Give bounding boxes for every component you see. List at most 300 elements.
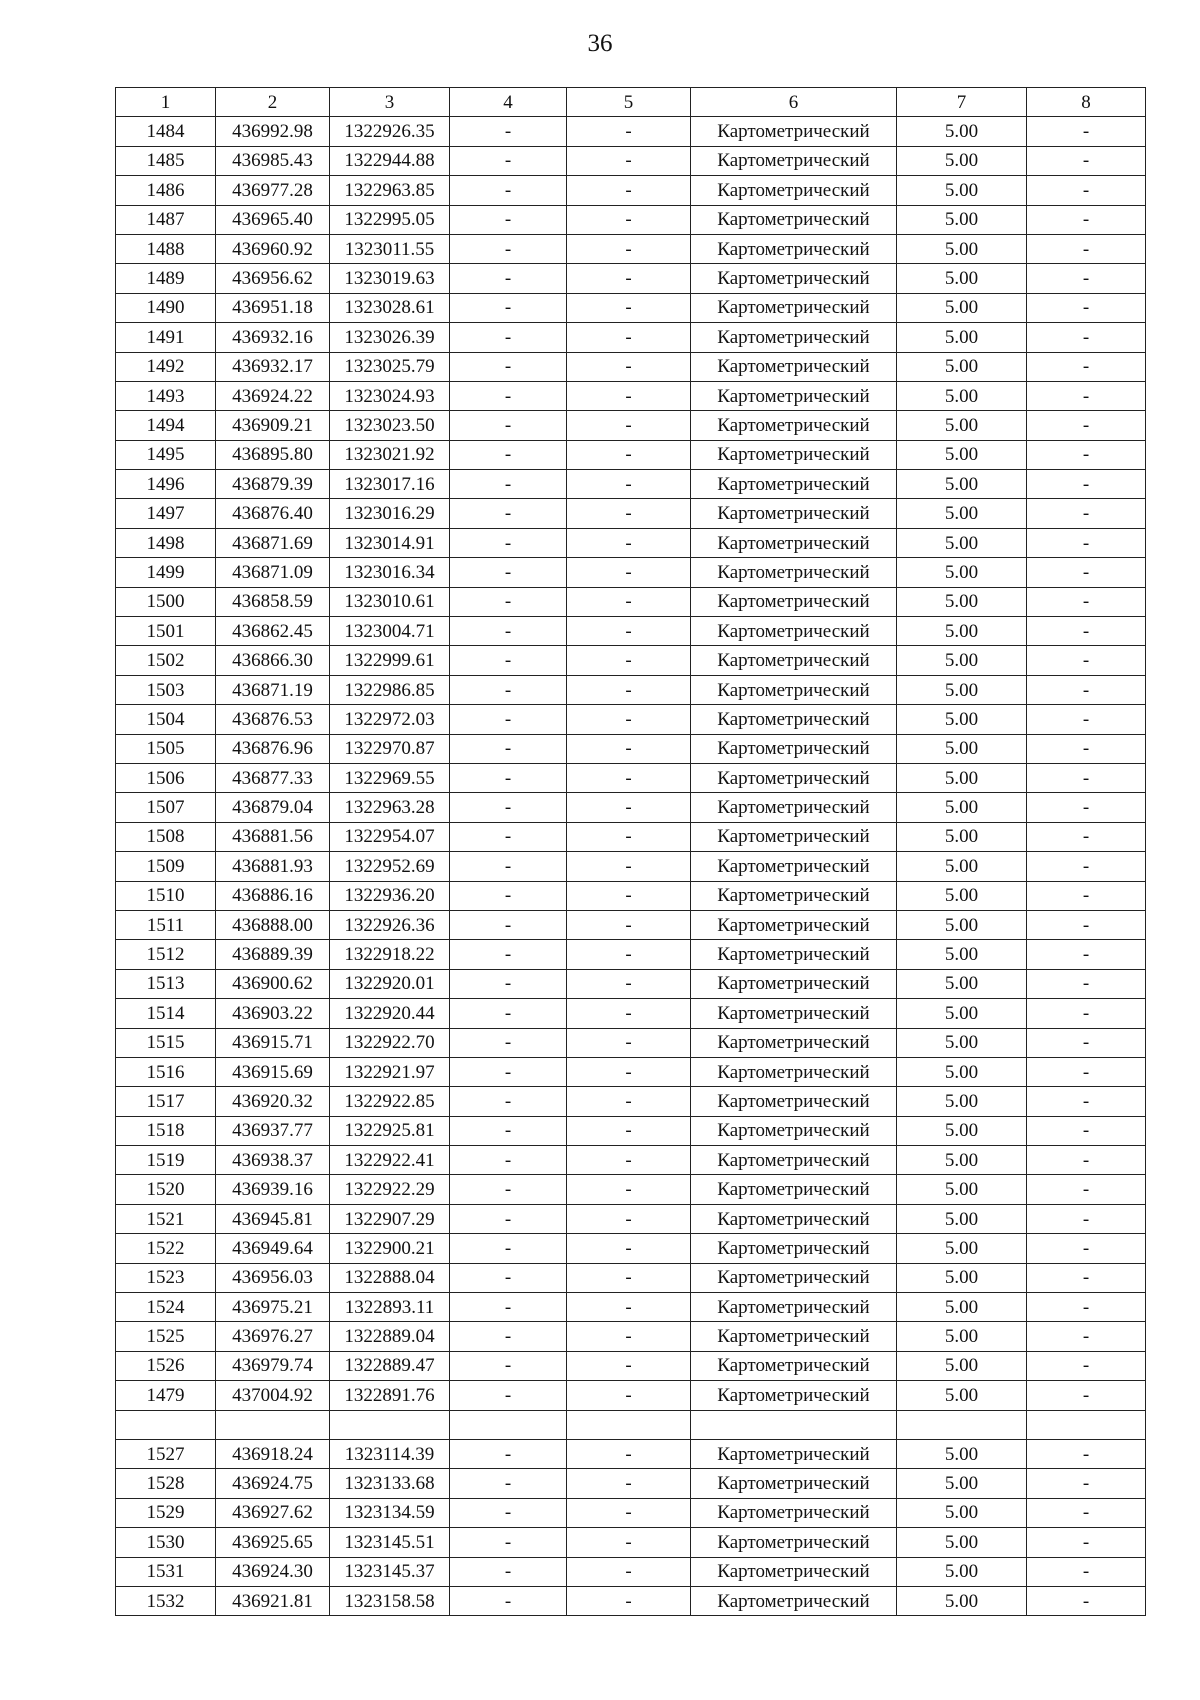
coordinates-table (115, 87, 1146, 1616)
cell-coord-x: 436903.22 (216, 999, 330, 1028)
table-row (116, 1586, 1146, 1615)
cell-col-5: - (567, 1439, 691, 1468)
cell-coord-x: 437004.92 (216, 1381, 330, 1410)
cell-col-5: - (567, 1586, 691, 1615)
cell-col-4: - (450, 763, 567, 792)
cell-col-8: - (1027, 587, 1146, 616)
cell-accuracy: 5.00 (897, 558, 1027, 587)
table-row (116, 1204, 1146, 1233)
cell-accuracy: 5.00 (897, 1116, 1027, 1145)
cell-method: Картометрический (691, 352, 897, 381)
table-row (116, 1528, 1146, 1557)
cell-method: Картометрический (691, 587, 897, 616)
cell-method: Картометрический (691, 1469, 897, 1498)
cell-accuracy: 5.00 (897, 999, 1027, 1028)
cell-coord-y: 1323026.39 (330, 323, 450, 352)
cell-col-5: - (567, 264, 691, 293)
cell-coord-x: 436956.03 (216, 1263, 330, 1292)
cell-coord-y: 1322918.22 (330, 940, 450, 969)
cell-accuracy: 5.00 (897, 1028, 1027, 1057)
cell-coord-x: 436937.77 (216, 1116, 330, 1145)
cell-coord-y (330, 1410, 450, 1439)
cell-col-8 (1027, 1410, 1146, 1439)
cell-point-number: 1531 (116, 1557, 216, 1586)
cell-accuracy: 5.00 (897, 881, 1027, 910)
cell-method: Картометрический (691, 323, 897, 352)
cell-col-8: - (1027, 646, 1146, 675)
cell-point-number: 1503 (116, 675, 216, 704)
table-row (116, 499, 1146, 528)
cell-col-8: - (1027, 675, 1146, 704)
cell-accuracy: 5.00 (897, 1498, 1027, 1527)
cell-point-number: 1511 (116, 910, 216, 939)
cell-point-number: 1528 (116, 1469, 216, 1498)
cell-coord-y: 1323017.16 (330, 470, 450, 499)
cell-method (691, 1410, 897, 1439)
cell-method: Картометрический (691, 1351, 897, 1380)
cell-coord-x: 436925.65 (216, 1528, 330, 1557)
cell-method: Картометрический (691, 852, 897, 881)
cell-method: Картометрический (691, 1528, 897, 1557)
cell-point-number: 1501 (116, 617, 216, 646)
cell-coord-y: 1323145.51 (330, 1528, 450, 1557)
cell-col-8: - (1027, 264, 1146, 293)
table-row (116, 411, 1146, 440)
cell-accuracy: 5.00 (897, 381, 1027, 410)
cell-col-4: - (450, 293, 567, 322)
cell-col-8: - (1027, 293, 1146, 322)
cell-coord-x: 436924.22 (216, 381, 330, 410)
cell-method: Картометрический (691, 969, 897, 998)
table-row (116, 646, 1146, 675)
table-row (116, 822, 1146, 851)
cell-point-number: 1514 (116, 999, 216, 1028)
cell-method: Картометрический (691, 1586, 897, 1615)
cell-col-8: - (1027, 381, 1146, 410)
cell-method: Картометрический (691, 146, 897, 175)
cell-col-8: - (1027, 1528, 1146, 1557)
cell-col-5: - (567, 1557, 691, 1586)
cell-accuracy: 5.00 (897, 910, 1027, 939)
cell-coord-x: 436939.16 (216, 1175, 330, 1204)
cell-coord-y: 1323145.37 (330, 1557, 450, 1586)
cell-accuracy: 5.00 (897, 528, 1027, 557)
cell-col-4: - (450, 381, 567, 410)
cell-coord-y: 1322952.69 (330, 852, 450, 881)
cell-accuracy: 5.00 (897, 146, 1027, 175)
cell-method: Картометрический (691, 528, 897, 557)
cell-coord-x: 436992.98 (216, 117, 330, 146)
cell-col-4: - (450, 411, 567, 440)
cell-method: Картометрический (691, 1234, 897, 1263)
cell-col-4: - (450, 1586, 567, 1615)
cell-col-8: - (1027, 499, 1146, 528)
cell-col-5: - (567, 146, 691, 175)
cell-point-number: 1486 (116, 176, 216, 205)
table-row (116, 176, 1146, 205)
cell-method: Картометрический (691, 1028, 897, 1057)
cell-accuracy: 5.00 (897, 352, 1027, 381)
cell-accuracy: 5.00 (897, 1469, 1027, 1498)
cell-coord-y: 1322936.20 (330, 881, 450, 910)
column-header-5: 5 (567, 88, 691, 117)
cell-coord-y: 1323133.68 (330, 1469, 450, 1498)
cell-coord-y: 1323004.71 (330, 617, 450, 646)
table-row (116, 117, 1146, 146)
table-row (116, 587, 1146, 616)
cell-coord-y: 1323028.61 (330, 293, 450, 322)
cell-coord-y: 1322922.29 (330, 1175, 450, 1204)
cell-col-5: - (567, 323, 691, 352)
cell-col-8: - (1027, 176, 1146, 205)
cell-coord-y: 1322922.85 (330, 1087, 450, 1116)
cell-col-8: - (1027, 1028, 1146, 1057)
cell-accuracy: 5.00 (897, 969, 1027, 998)
cell-point-number: 1495 (116, 440, 216, 469)
cell-col-4: - (450, 1293, 567, 1322)
cell-coord-x: 436915.69 (216, 1057, 330, 1086)
cell-col-5: - (567, 617, 691, 646)
cell-accuracy: 5.00 (897, 1381, 1027, 1410)
cell-col-8: - (1027, 1586, 1146, 1615)
cell-method: Картометрический (691, 499, 897, 528)
cell-method: Картометрический (691, 1057, 897, 1086)
column-header-7: 7 (897, 88, 1027, 117)
table-row (116, 617, 1146, 646)
table-row (116, 352, 1146, 381)
cell-point-number: 1509 (116, 852, 216, 881)
cell-col-4: - (450, 264, 567, 293)
cell-col-8: - (1027, 1234, 1146, 1263)
cell-point-number: 1499 (116, 558, 216, 587)
cell-coord-y: 1322893.11 (330, 1293, 450, 1322)
cell-col-5: - (567, 969, 691, 998)
table-row (116, 793, 1146, 822)
cell-point-number: 1485 (116, 146, 216, 175)
cell-col-5: - (567, 1087, 691, 1116)
cell-coord-x: 436879.39 (216, 470, 330, 499)
cell-col-5: - (567, 440, 691, 469)
cell-coord-y: 1322922.41 (330, 1146, 450, 1175)
cell-point-number: 1489 (116, 264, 216, 293)
cell-accuracy: 5.00 (897, 1057, 1027, 1086)
cell-col-4: - (450, 1469, 567, 1498)
cell-coord-y: 1322922.70 (330, 1028, 450, 1057)
cell-col-8: - (1027, 1175, 1146, 1204)
cell-col-5: - (567, 1116, 691, 1145)
cell-col-8: - (1027, 705, 1146, 734)
cell-accuracy: 5.00 (897, 1175, 1027, 1204)
cell-col-5: - (567, 881, 691, 910)
cell-coord-x: 436927.62 (216, 1498, 330, 1527)
cell-method: Картометрический (691, 999, 897, 1028)
cell-col-4: - (450, 528, 567, 557)
cell-col-4: - (450, 587, 567, 616)
cell-point-number: 1491 (116, 323, 216, 352)
cell-coord-x: 436895.80 (216, 440, 330, 469)
cell-accuracy: 5.00 (897, 1557, 1027, 1586)
cell-col-4: - (450, 705, 567, 734)
cell-method: Картометрический (691, 1175, 897, 1204)
cell-accuracy: 5.00 (897, 1234, 1027, 1263)
cell-accuracy: 5.00 (897, 852, 1027, 881)
cell-method: Картометрический (691, 734, 897, 763)
cell-point-number: 1532 (116, 1586, 216, 1615)
cell-coord-y: 1322972.03 (330, 705, 450, 734)
cell-coord-x: 436976.27 (216, 1322, 330, 1351)
cell-col-4: - (450, 1528, 567, 1557)
cell-col-4: - (450, 1381, 567, 1410)
cell-point-number: 1513 (116, 969, 216, 998)
cell-col-4: - (450, 1175, 567, 1204)
table-row (116, 1087, 1146, 1116)
cell-point-number: 1525 (116, 1322, 216, 1351)
cell-accuracy: 5.00 (897, 323, 1027, 352)
cell-col-5: - (567, 793, 691, 822)
cell-col-4: - (450, 323, 567, 352)
cell-col-5: - (567, 1528, 691, 1557)
cell-col-8: - (1027, 323, 1146, 352)
cell-accuracy: 5.00 (897, 176, 1027, 205)
cell-col-5: - (567, 1028, 691, 1057)
cell-col-5: - (567, 1498, 691, 1527)
cell-col-5: - (567, 852, 691, 881)
cell-method: Картометрический (691, 1087, 897, 1116)
cell-method: Картометрический (691, 646, 897, 675)
cell-coord-x: 436871.69 (216, 528, 330, 557)
cell-accuracy: 5.00 (897, 763, 1027, 792)
cell-col-5: - (567, 763, 691, 792)
cell-coord-x: 436909.21 (216, 411, 330, 440)
column-header-1: 1 (116, 88, 216, 117)
cell-col-5: - (567, 822, 691, 851)
cell-col-4: - (450, 1087, 567, 1116)
cell-accuracy: 5.00 (897, 411, 1027, 440)
cell-coord-x: 436871.19 (216, 675, 330, 704)
cell-col-4: - (450, 470, 567, 499)
cell-col-4: - (450, 734, 567, 763)
cell-col-4: - (450, 617, 567, 646)
cell-coord-x: 436932.17 (216, 352, 330, 381)
cell-col-8: - (1027, 1381, 1146, 1410)
column-header-3: 3 (330, 88, 450, 117)
cell-accuracy: 5.00 (897, 499, 1027, 528)
column-header-4: 4 (450, 88, 567, 117)
cell-col-5 (567, 1410, 691, 1439)
column-header-2: 2 (216, 88, 330, 117)
cell-col-5: - (567, 1234, 691, 1263)
cell-col-5: - (567, 411, 691, 440)
cell-col-8: - (1027, 1351, 1146, 1380)
cell-method: Картометрический (691, 1263, 897, 1292)
cell-method: Картометрический (691, 1381, 897, 1410)
cell-coord-y: 1322986.85 (330, 675, 450, 704)
table-row (116, 323, 1146, 352)
cell-accuracy: 5.00 (897, 117, 1027, 146)
cell-method: Картометрический (691, 234, 897, 263)
cell-accuracy: 5.00 (897, 1263, 1027, 1292)
cell-col-5: - (567, 470, 691, 499)
cell-method: Картометрический (691, 264, 897, 293)
cell-col-8: - (1027, 1204, 1146, 1233)
cell-coord-x: 436920.32 (216, 1087, 330, 1116)
table-row (116, 881, 1146, 910)
cell-col-5: - (567, 293, 691, 322)
cell-col-8: - (1027, 1087, 1146, 1116)
table-row (116, 969, 1146, 998)
cell-col-4: - (450, 234, 567, 263)
cell-coord-y: 1323014.91 (330, 528, 450, 557)
table-row (116, 293, 1146, 322)
cell-coord-x: 436985.43 (216, 146, 330, 175)
cell-coord-y: 1323010.61 (330, 587, 450, 616)
table-row (116, 146, 1146, 175)
cell-point-number: 1526 (116, 1351, 216, 1380)
cell-coord-y: 1322900.21 (330, 1234, 450, 1263)
cell-col-5: - (567, 910, 691, 939)
cell-col-8: - (1027, 234, 1146, 263)
table-row (116, 1146, 1146, 1175)
cell-col-4: - (450, 999, 567, 1028)
cell-coord-x: 436921.81 (216, 1586, 330, 1615)
cell-coord-y: 1322920.44 (330, 999, 450, 1028)
cell-col-4: - (450, 1263, 567, 1292)
table-row (116, 1439, 1146, 1468)
cell-col-4: - (450, 910, 567, 939)
cell-col-8: - (1027, 1439, 1146, 1468)
table-row (116, 734, 1146, 763)
cell-accuracy: 5.00 (897, 234, 1027, 263)
cell-coord-x: 436945.81 (216, 1204, 330, 1233)
cell-method: Картометрический (691, 1204, 897, 1233)
column-header-8: 8 (1027, 88, 1146, 117)
cell-point-number (116, 1410, 216, 1439)
cell-coord-x: 436949.64 (216, 1234, 330, 1263)
cell-coord-y: 1323114.39 (330, 1439, 450, 1468)
cell-col-8: - (1027, 734, 1146, 763)
cell-col-8: - (1027, 1469, 1146, 1498)
cell-accuracy: 5.00 (897, 1586, 1027, 1615)
cell-coord-x: 436888.00 (216, 910, 330, 939)
cell-method: Картометрический (691, 1322, 897, 1351)
cell-col-5: - (567, 1057, 691, 1086)
cell-coord-y: 1322954.07 (330, 822, 450, 851)
column-header-6: 6 (691, 88, 897, 117)
cell-coord-y: 1323016.29 (330, 499, 450, 528)
cell-method: Картометрический (691, 440, 897, 469)
cell-coord-x: 436965.40 (216, 205, 330, 234)
cell-col-4: - (450, 1146, 567, 1175)
cell-col-8: - (1027, 1322, 1146, 1351)
cell-col-8: - (1027, 881, 1146, 910)
cell-point-number: 1518 (116, 1116, 216, 1145)
cell-method: Картометрический (691, 910, 897, 939)
table-row (116, 1234, 1146, 1263)
cell-point-number: 1516 (116, 1057, 216, 1086)
table-row (116, 381, 1146, 410)
cell-method: Картометрический (691, 176, 897, 205)
cell-point-number: 1490 (116, 293, 216, 322)
cell-col-8: - (1027, 1057, 1146, 1086)
table-row (116, 999, 1146, 1028)
cell-coord-y: 1322963.28 (330, 793, 450, 822)
cell-col-4: - (450, 146, 567, 175)
table-row (116, 940, 1146, 969)
cell-coord-x: 436881.93 (216, 852, 330, 881)
cell-point-number: 1505 (116, 734, 216, 763)
cell-point-number: 1504 (116, 705, 216, 734)
cell-col-8: - (1027, 969, 1146, 998)
table-row (116, 1557, 1146, 1586)
cell-coord-y: 1322995.05 (330, 205, 450, 234)
cell-col-8: - (1027, 1263, 1146, 1292)
cell-accuracy: 5.00 (897, 617, 1027, 646)
cell-point-number: 1512 (116, 940, 216, 969)
table-row (116, 528, 1146, 557)
cell-coord-y: 1322920.01 (330, 969, 450, 998)
cell-coord-y: 1323016.34 (330, 558, 450, 587)
cell-col-8: - (1027, 1557, 1146, 1586)
cell-col-8: - (1027, 822, 1146, 851)
cell-method: Картометрический (691, 1498, 897, 1527)
cell-col-4: - (450, 558, 567, 587)
cell-col-4: - (450, 1439, 567, 1468)
cell-col-5: - (567, 558, 691, 587)
cell-accuracy: 5.00 (897, 705, 1027, 734)
cell-accuracy: 5.00 (897, 1528, 1027, 1557)
cell-col-8: - (1027, 793, 1146, 822)
cell-coord-x: 436932.16 (216, 323, 330, 352)
cell-coord-y: 1323024.93 (330, 381, 450, 410)
cell-col-5: - (567, 234, 691, 263)
table-row (116, 675, 1146, 704)
cell-coord-y: 1323158.58 (330, 1586, 450, 1615)
cell-point-number: 1508 (116, 822, 216, 851)
cell-col-4: - (450, 176, 567, 205)
cell-accuracy: 5.00 (897, 822, 1027, 851)
cell-accuracy (897, 1410, 1027, 1439)
cell-method: Картометрический (691, 675, 897, 704)
table-row (116, 1351, 1146, 1380)
cell-col-4 (450, 1410, 567, 1439)
cell-coord-x: 436979.74 (216, 1351, 330, 1380)
cell-col-4: - (450, 969, 567, 998)
cell-method: Картометрический (691, 1146, 897, 1175)
cell-col-5: - (567, 1204, 691, 1233)
cell-point-number: 1498 (116, 528, 216, 557)
cell-method: Картометрический (691, 205, 897, 234)
cell-method: Картометрический (691, 793, 897, 822)
cell-coord-y: 1322907.29 (330, 1204, 450, 1233)
cell-col-4: - (450, 1351, 567, 1380)
cell-col-5: - (567, 646, 691, 675)
cell-method: Картометрический (691, 381, 897, 410)
cell-point-number: 1493 (116, 381, 216, 410)
cell-coord-x: 436915.71 (216, 1028, 330, 1057)
cell-col-8: - (1027, 1116, 1146, 1145)
cell-col-8: - (1027, 528, 1146, 557)
cell-accuracy: 5.00 (897, 264, 1027, 293)
table-row (116, 205, 1146, 234)
cell-method: Картометрический (691, 881, 897, 910)
cell-point-number: 1521 (116, 1204, 216, 1233)
cell-coord-y: 1323011.55 (330, 234, 450, 263)
cell-accuracy: 5.00 (897, 587, 1027, 616)
cell-accuracy: 5.00 (897, 470, 1027, 499)
cell-col-4: - (450, 1498, 567, 1527)
cell-coord-y: 1322889.04 (330, 1322, 450, 1351)
cell-point-number: 1530 (116, 1528, 216, 1557)
